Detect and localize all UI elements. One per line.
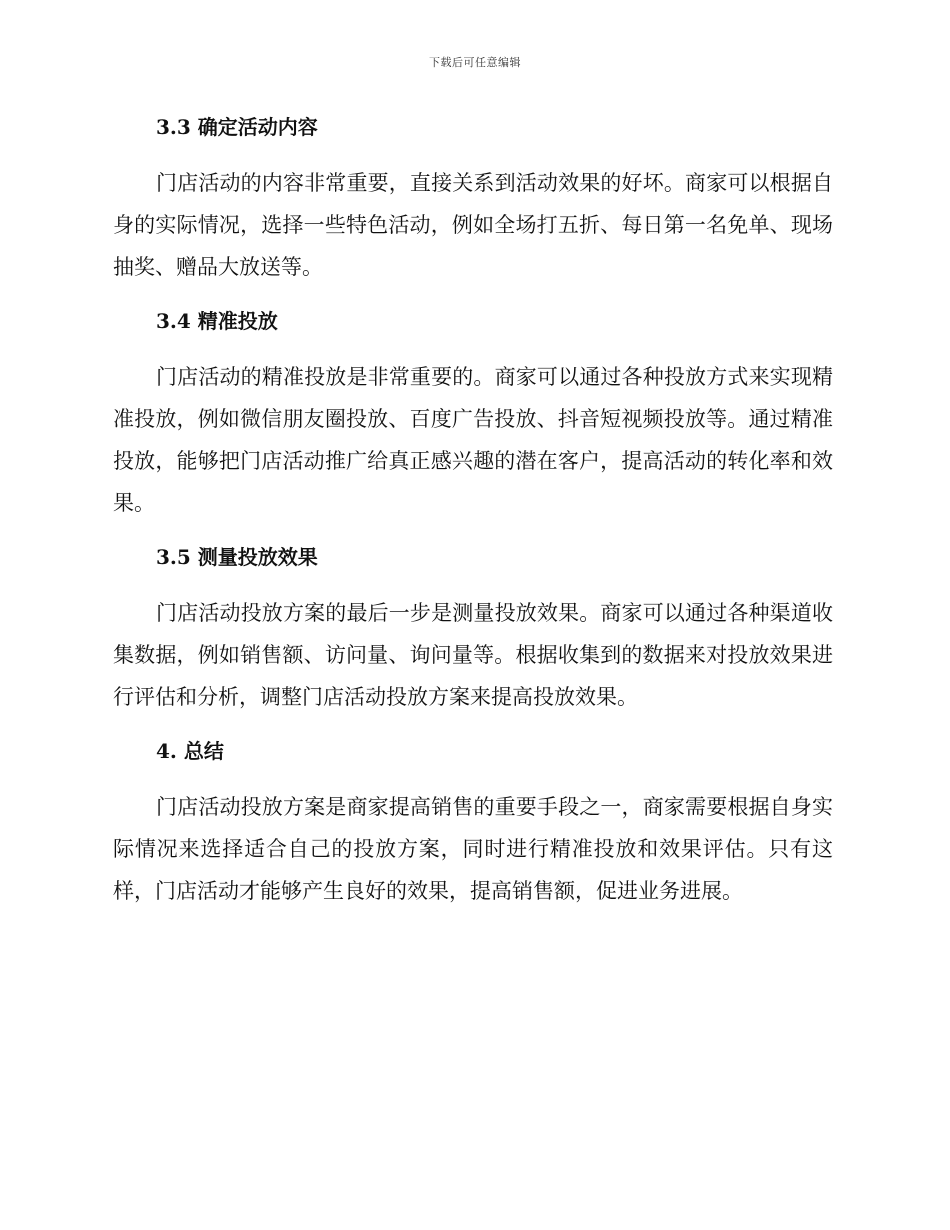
section-heading: 3.3 确定活动内容 [156, 115, 318, 139]
section-paragraph: 门店活动投放方案的最后一步是测量投放效果。商家可以通过各种渠道收集数据，例如销售额、访问量、询问量等。根据收集到的数据来对投放效果进行评估和分析，调整门店活动投放方案来提高投放效果。 [113, 601, 833, 709]
section-3-3 [113, 108, 833, 302]
section-3-4 [113, 302, 833, 538]
section-heading: 3.5 测量投放效果 [156, 545, 318, 569]
section-heading: 4. 总结 [156, 739, 224, 763]
section-3-5 [113, 538, 833, 732]
header-note: 下载后可任意编辑 [429, 56, 521, 69]
section-heading: 3.4 精准投放 [156, 309, 278, 333]
document-body [113, 108, 833, 912]
section-paragraph: 门店活动的内容非常重要，直接关系到活动效果的好坏。商家可以根据自身的实际情况，选择一些特色活动，例如全场打五折、每日第一名免单、现场抽奖、赠品大放送等。 [113, 171, 833, 279]
section-4-summary [113, 732, 833, 912]
section-paragraph: 门店活动投放方案是商家提高销售的重要手段之一，商家需要根据自身实际情况来选择适合自己的投放方案，同时进行精准投放和效果评估。只有这样，门店活动才能够产生良好的效果，提高销售额，促进业务进展。 [113, 795, 833, 903]
section-paragraph: 门店活动的精准投放是非常重要的。商家可以通过各种投放方式来实现精准投放，例如微信朋友圈投放、百度广告投放、抖音短视频投放等。通过精准投放，能够把门店活动推广给真正感兴趣的潜在客户，提高活动的转化率和效果。 [113, 365, 833, 515]
